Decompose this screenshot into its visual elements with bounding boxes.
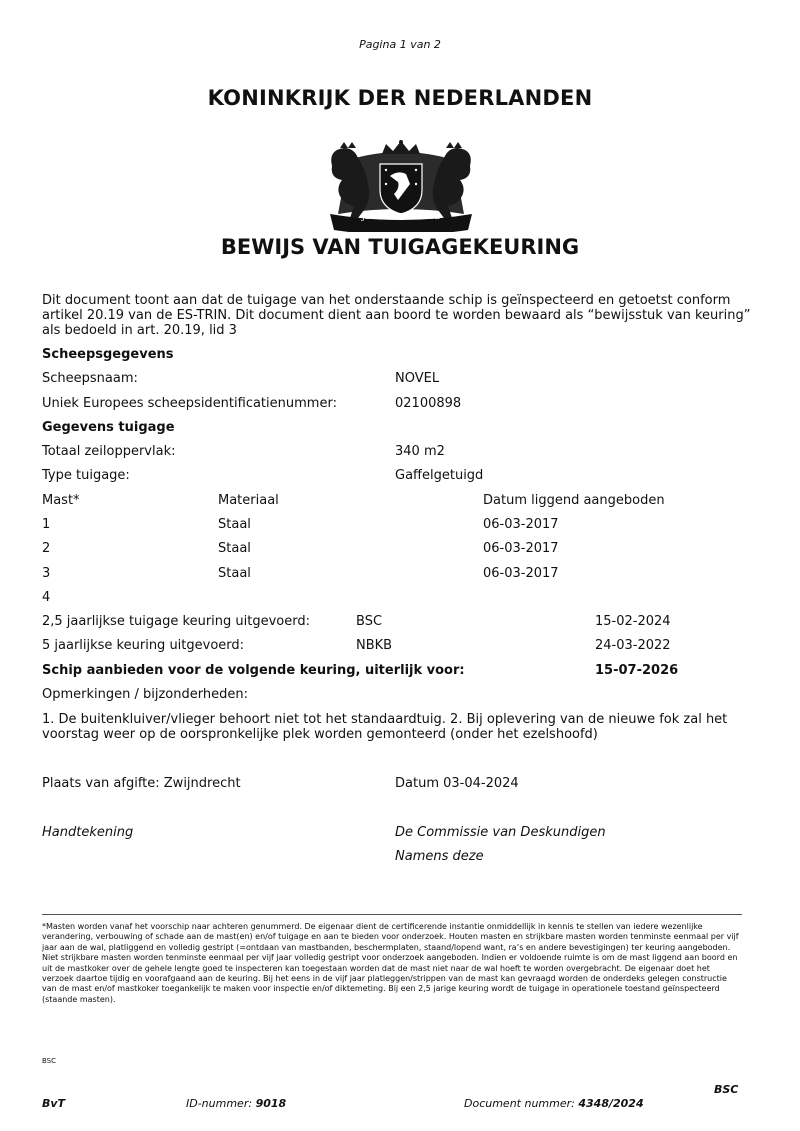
footer-id [186, 1097, 286, 1110]
material-col-header: Materiaal [218, 493, 279, 508]
ship-heading: Scheepsgegevens [42, 347, 174, 362]
signature-label: Handtekening [42, 825, 134, 840]
issue-date: Datum 03-04-2024 [395, 776, 519, 791]
footer-document-number [464, 1097, 644, 1110]
mast-number: 3 [42, 566, 51, 581]
inspection-25-body: BSC [356, 614, 383, 629]
inspection-25-date: 15-02-2024 [595, 614, 671, 629]
rigging-type-label: Type tuigage: [42, 468, 130, 483]
mast-material: Staal [218, 566, 251, 581]
document-title: BEWIJS VAN TUIGAGEKEURING [220, 235, 580, 259]
footnote-divider [42, 914, 742, 915]
mast-date: 06-03-2017 [483, 566, 559, 581]
commission-label: De Commissie van Deskundigen [395, 825, 606, 840]
eni-value: 02100898 [395, 396, 462, 411]
mast-number: 2 [42, 541, 51, 556]
on-behalf-label: Namens deze [395, 849, 484, 864]
inspection-5-date: 24-03-2022 [595, 638, 671, 653]
next-inspection-label: Schip aanbieden voor de volgende keuring, uiterlijk voor: [42, 663, 465, 678]
org-code: BSC [714, 1083, 739, 1096]
mast-date: 06-03-2017 [483, 517, 559, 532]
intro-paragraph: Dit document toont aan dat de tuigage van het onderstaande schip is geïnspecteerd en getoetst conform artikel 20.19 van de ES-TRIN. Dit document dient aan boord te worden bewaard als “bewijsstuk van keuring” als bedoeld in art. 20.19, lid 3 [42, 293, 751, 338]
mast-material: Staal [218, 541, 251, 556]
id-label: ID-nummer: [186, 1097, 253, 1110]
mast-date: 06-03-2017 [483, 541, 559, 556]
eni-label: Uniek Europees scheepsidentificatienummer: [42, 396, 337, 411]
footer-left [42, 1097, 65, 1110]
remarks-text: 1. De buitenkluiver/vlieger behoort niet tot het standaardtuig. 2. Bij oplevering van de nieuwe fok zal het voorstag weer op de oorspronkelijke plek worden gemonteerd (onder het ezelshoofd) [42, 712, 728, 742]
date-col-header: Datum liggend aangeboden [483, 493, 665, 508]
mast-col-header: Mast* [42, 493, 80, 508]
ship-name-label: Scheepsnaam: [42, 371, 138, 386]
place-of-issue: Plaats van afgifte: Zwijndrecht [42, 776, 241, 791]
next-inspection-date: 15-07-2026 [595, 663, 679, 678]
kingdom-heading: KONINKRIJK DER NEDERLANDEN [207, 86, 593, 110]
inspection-25-label: 2,5 jaarlijkse tuigage keuring uitgevoerd: [42, 614, 310, 629]
remarks-label: Opmerkingen / bijzonderheden: [42, 687, 248, 702]
inspection-5-label: 5 jaarlijkse keuring uitgevoerd: [42, 638, 245, 653]
mast-number: 4 [42, 590, 51, 605]
rigging-heading: Gegevens tuigage [42, 420, 175, 435]
mast-material: Staal [218, 517, 251, 532]
sail-area-value: 340 m2 [395, 444, 445, 459]
inspection-5-body: NBKB [356, 638, 393, 653]
doc-number-value: 4348/2024 [578, 1097, 644, 1110]
small-org-code: BSC [42, 1057, 57, 1065]
doc-number-label: Document nummer: [464, 1097, 575, 1110]
ship-name-value: NOVEL [395, 371, 440, 386]
footnote-text: *Masten worden vanaf het voorschip naar achteren genummerd. De eigenaar dient de certificerende instantie onmiddellijk in kennis te stellen van iedere wezenlijke verandering, verbouwing of schade aan de mast(en) en/of tuigage en aan te bieden voor onderzoek. Houten masten en strijkbare masten worden tenminste eenmaal per vijf jaar aan de wal, platliggend en volledig gestript (=ontdaan van mastbanden, beschermplaten, staand/lopend want, ra’s en andere bevestigingen) ter keuring aangeboden. Niet strijkbare masten worden tenminste eenmaal per vijf jaar volledig gestript voor onderzoek aangeboden. Indien er voldoende ruimte is om de mast liggend aan boord en uit de mastkoker over de gehele lengte goed te inspecteren kan toegestaan worden dat de mast niet naar de wal hoeft te worden overgebracht. De eigenaar doet het verzoek daartoe tijdig en voorafgaand aan de keuring. Bij het eens in de vijf jaar platleggen/strippen van de mast kan gevraagd worden de onderdeks gelegen constructie van de mast en/of mastkoker toegankelijk te maken voor inspectie en/of diktemeting. Bij een 2,5 jarige keuring wordt de tuigage in operationele toestand geïnspecteerd (staande masten). [42, 922, 739, 1004]
page-number: Pagina 1 van 2 [359, 38, 441, 51]
rigging-type-value: Gaffelgetuigd [395, 468, 484, 483]
id-value: 9018 [255, 1097, 287, 1110]
motto-ribbon-text: JE MAINTIENDRAI [361, 212, 441, 221]
mast-number: 1 [42, 517, 51, 532]
sail-area-label: Totaal zeiloppervlak: [42, 444, 176, 459]
footer-left-code: BvT [42, 1097, 66, 1110]
